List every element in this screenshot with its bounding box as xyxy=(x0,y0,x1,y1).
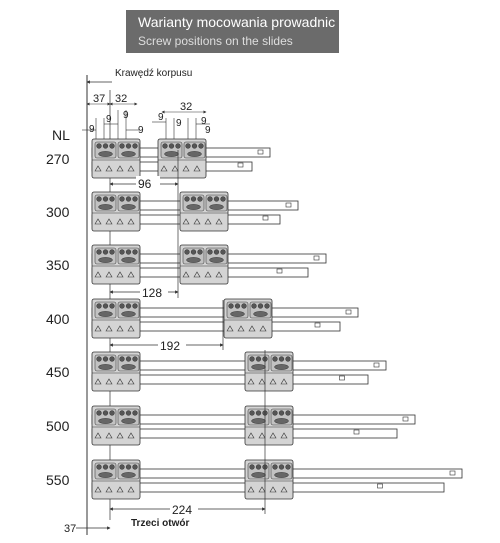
slot-hole xyxy=(188,151,202,156)
screw-hole xyxy=(186,144,191,149)
slot-hole xyxy=(122,151,136,156)
screw-hole xyxy=(235,304,240,309)
screw-hole xyxy=(103,144,108,149)
screw-hole xyxy=(286,465,291,470)
screw-hole xyxy=(133,197,138,202)
slot-hole xyxy=(99,418,113,423)
screw-hole xyxy=(273,465,278,470)
dim-9-h: 9 xyxy=(205,125,211,136)
screw-hole xyxy=(273,411,278,416)
screw-hole xyxy=(133,411,138,416)
screw-hole xyxy=(256,357,261,362)
spacing-192: 192 xyxy=(160,339,181,353)
title-text: Warianty mocowania prowadnic xyxy=(138,14,336,30)
screw-hole xyxy=(208,197,213,202)
slide-row xyxy=(46,352,386,391)
screw-hole xyxy=(208,250,213,255)
slot-hole xyxy=(187,204,201,209)
screw-hole xyxy=(97,304,102,309)
slide-row xyxy=(46,460,462,499)
dim-9-g: 9 xyxy=(201,116,207,127)
screw-hole xyxy=(265,304,270,309)
screw-hole xyxy=(279,357,284,362)
slot-hole xyxy=(275,472,289,477)
rear-bracket xyxy=(245,460,293,499)
slot-hole xyxy=(252,418,266,423)
rail-notch xyxy=(263,216,268,220)
screw-hole xyxy=(214,197,219,202)
screw-hole xyxy=(103,411,108,416)
screw-hole xyxy=(133,144,138,149)
slot-hole xyxy=(210,204,224,209)
front-bracket xyxy=(92,352,140,391)
screw-hole xyxy=(256,465,261,470)
screw-hole xyxy=(110,144,115,149)
rear-bracket xyxy=(180,192,228,231)
screw-hole xyxy=(169,144,174,149)
dim-9-c: 9 xyxy=(123,110,129,121)
screw-hole xyxy=(120,411,125,416)
screw-hole xyxy=(110,197,115,202)
rail-notch xyxy=(314,256,319,260)
rail-notch xyxy=(378,484,383,488)
slot-hole xyxy=(122,204,136,209)
slide-row xyxy=(46,139,270,178)
screw-hole xyxy=(242,304,247,309)
spacing-96: 96 xyxy=(138,177,152,191)
screw-hole xyxy=(103,304,108,309)
rail-notch xyxy=(238,163,243,167)
dim-32-left: 32 xyxy=(115,93,128,105)
nl-value: 270 xyxy=(46,151,70,167)
screw-hole xyxy=(250,411,255,416)
screw-hole xyxy=(279,411,284,416)
slot-hole xyxy=(99,311,113,316)
front-bracket xyxy=(92,192,140,231)
screw-hole xyxy=(252,304,257,309)
cabinet-edge-label: Krawędź korpusu xyxy=(115,68,193,79)
screw-hole xyxy=(103,250,108,255)
nl-value: 350 xyxy=(46,257,70,273)
screw-hole xyxy=(191,197,196,202)
screw-hole xyxy=(258,304,263,309)
screw-hole xyxy=(97,197,102,202)
third-hole-label: Trzeci otwór xyxy=(131,518,190,529)
front-bracket xyxy=(92,245,140,284)
screw-hole xyxy=(110,411,115,416)
slide-row xyxy=(46,245,326,284)
rail-notch xyxy=(374,363,379,367)
screw-hole xyxy=(97,144,102,149)
screw-hole xyxy=(279,465,284,470)
screw-hole xyxy=(110,304,115,309)
screw-hole xyxy=(103,465,108,470)
slot-hole xyxy=(252,364,266,369)
screw-hole xyxy=(126,304,131,309)
screw-hole xyxy=(214,250,219,255)
screw-hole xyxy=(97,250,102,255)
slot-hole xyxy=(187,257,201,262)
slot-hole xyxy=(99,472,113,477)
slot-hole xyxy=(210,257,224,262)
rail-notch xyxy=(340,376,345,380)
screw-hole xyxy=(133,250,138,255)
screw-hole xyxy=(133,465,138,470)
slot-hole xyxy=(252,472,266,477)
screw-hole xyxy=(163,144,168,149)
screw-hole xyxy=(120,465,125,470)
rail-notch xyxy=(354,430,359,434)
screw-hole xyxy=(185,197,190,202)
screw-hole xyxy=(221,197,226,202)
dim-9-e: 9 xyxy=(158,112,164,123)
rail-notch xyxy=(403,417,408,421)
screw-hole xyxy=(221,250,226,255)
rear-bracket xyxy=(224,299,272,338)
screw-hole xyxy=(126,357,131,362)
screw-hole xyxy=(110,250,115,255)
screw-hole xyxy=(103,197,108,202)
slot-hole xyxy=(99,204,113,209)
rail-notch xyxy=(450,471,455,475)
spacing-128: 128 xyxy=(142,286,163,300)
screw-hole xyxy=(286,357,291,362)
front-bracket xyxy=(92,460,140,499)
rear-bracket xyxy=(180,245,228,284)
slide-row xyxy=(46,299,358,338)
screw-hole xyxy=(120,144,125,149)
slide-row xyxy=(46,406,415,445)
screw-hole xyxy=(185,250,190,255)
nl-heading: NL xyxy=(52,127,70,143)
screw-hole xyxy=(120,304,125,309)
screw-hole xyxy=(126,250,131,255)
slot-hole xyxy=(99,364,113,369)
screw-hole xyxy=(198,250,203,255)
screw-hole xyxy=(176,144,181,149)
screw-hole xyxy=(199,144,204,149)
nl-value: 450 xyxy=(46,364,70,380)
slot-hole xyxy=(99,151,113,156)
screw-hole xyxy=(250,465,255,470)
screw-hole xyxy=(120,357,125,362)
slot-hole xyxy=(122,472,136,477)
rear-bracket xyxy=(245,352,293,391)
slot-hole xyxy=(99,257,113,262)
slot-hole xyxy=(165,151,179,156)
dim-9-b: 9 xyxy=(106,114,112,125)
nl-value: 300 xyxy=(46,204,70,220)
screw-hole xyxy=(198,197,203,202)
subtitle-text: Screw positions on the slides xyxy=(138,34,293,48)
rail-notch xyxy=(258,150,263,154)
screw-hole xyxy=(126,411,131,416)
rear-bracket xyxy=(158,139,206,178)
screw-hole xyxy=(191,250,196,255)
dim-9-f: 9 xyxy=(176,118,182,129)
screw-hole xyxy=(250,357,255,362)
rail-notch xyxy=(277,269,282,273)
rail-notch xyxy=(315,323,320,327)
dim-37-top: 37 xyxy=(93,93,106,105)
nl-value: 500 xyxy=(46,418,70,434)
spacing-224: 224 xyxy=(172,503,193,517)
screw-hole xyxy=(126,197,131,202)
screw-hole xyxy=(126,144,131,149)
nl-value: 550 xyxy=(46,472,70,488)
slot-hole xyxy=(275,418,289,423)
slide-rows xyxy=(46,139,462,499)
screw-hole xyxy=(133,304,138,309)
slot-hole xyxy=(231,311,245,316)
bottom-37-label: 37 xyxy=(64,523,77,535)
screw-hole xyxy=(97,411,102,416)
screw-hole xyxy=(120,250,125,255)
screw-hole xyxy=(97,465,102,470)
screw-hole xyxy=(229,304,234,309)
dim-32-right: 32 xyxy=(180,101,193,113)
screw-hole xyxy=(133,357,138,362)
slot-hole xyxy=(122,418,136,423)
screw-hole xyxy=(286,411,291,416)
slot-hole xyxy=(275,364,289,369)
slot-hole xyxy=(122,364,136,369)
rail-notch xyxy=(346,310,351,314)
screw-hole xyxy=(110,465,115,470)
nl-value: 400 xyxy=(46,311,70,327)
screw-hole xyxy=(126,465,131,470)
screw-hole xyxy=(120,197,125,202)
rear-bracket xyxy=(245,406,293,445)
screw-hole xyxy=(273,357,278,362)
slide-row xyxy=(46,192,298,231)
slot-hole xyxy=(122,257,136,262)
front-bracket xyxy=(92,139,140,178)
rail-notch xyxy=(286,203,291,207)
screw-hole xyxy=(192,144,197,149)
dim-9-a: 9 xyxy=(89,124,95,135)
screw-hole xyxy=(103,357,108,362)
dim-9-d: 9 xyxy=(138,125,144,136)
slot-hole xyxy=(254,311,268,316)
screw-hole xyxy=(256,411,261,416)
screw-hole xyxy=(97,357,102,362)
front-bracket xyxy=(92,299,140,338)
screw-hole xyxy=(110,357,115,362)
slot-hole xyxy=(122,311,136,316)
front-bracket xyxy=(92,406,140,445)
